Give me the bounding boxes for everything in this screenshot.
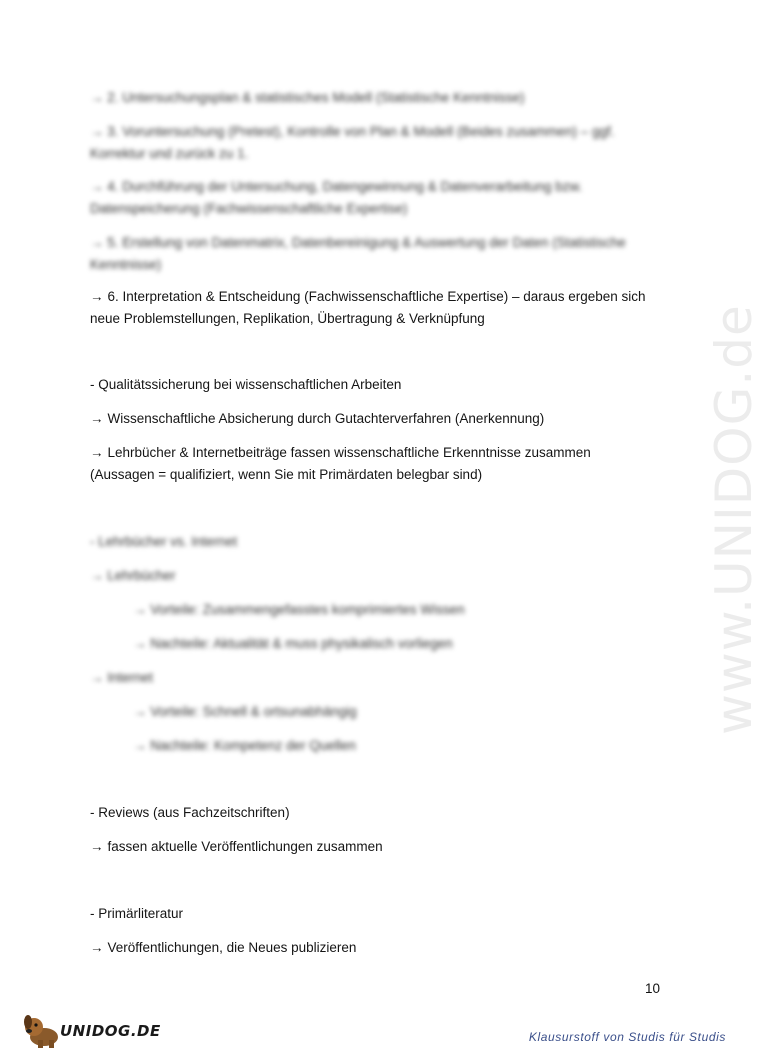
arrow-icon: → <box>90 839 104 854</box>
blurred-subitem: → Nachteile: Kompetenz der Quellen <box>133 738 356 753</box>
blurred-subitem: → Vorteile: Zusammengefasstes komprimiertes Wissen <box>133 602 465 617</box>
reviews-item <box>90 836 670 858</box>
qs-item-1-text: Wissenschaftliche Absicherung durch Gutachterverfahren (Anerkennung) <box>107 411 545 426</box>
arrow-icon: → <box>90 411 104 426</box>
arrow-icon: → <box>90 445 104 460</box>
step-6-line1 <box>90 286 670 308</box>
dog-icon <box>22 1010 62 1050</box>
primary-heading: - Primärliteratur <box>90 906 184 921</box>
blurred-step-5-line1: → 5. Erstellung von Datenmatrix, Datenbereinigung & Auswertung der Daten (Statistische <box>90 235 626 250</box>
footer-slogan: Klausurstoff von Studis für Studis <box>528 1030 726 1044</box>
qs-item-2-text: Lehrbücher & Internetbeiträge fassen wissenschaftliche Erkenntnisse zusammen <box>107 445 591 460</box>
reviews-item-text: fassen aktuelle Veröffentlichungen zusammen <box>107 839 383 854</box>
page-number: 10 <box>645 981 661 996</box>
blurred-step-5-line2: Kenntnisse) <box>90 257 162 272</box>
qs-item-2-line2: (Aussagen = qualifiziert, wenn Sie mit Primärdaten belegbar sind) <box>90 467 483 482</box>
blurred-item: → Internet <box>90 670 154 685</box>
blurred-step-3-line1: → 3. Voruntersuchung (Pretest), Kontrolle von Plan & Modell (Beides zusammen) – ggf. <box>90 124 615 139</box>
reviews-heading: - Reviews (aus Fachzeitschriften) <box>90 805 290 820</box>
blurred-heading: - Lehrbücher vs. Internet <box>90 534 238 549</box>
step-6-line2: neue Problemstellungen, Replikation, Übertragung & Verknüpfung <box>90 311 485 326</box>
step-6-text: 6. Interpretation & Entscheidung (Fachwissenschaftliche Expertise) – daraus ergeben sich <box>107 289 646 304</box>
qs-heading: - Qualitätssicherung bei wissenschaftlichen Arbeiten <box>90 377 402 392</box>
qs-item-1 <box>90 408 670 430</box>
qs-item-2-line1 <box>90 442 670 464</box>
arrow-icon: → <box>90 289 104 304</box>
primary-item <box>90 937 670 959</box>
arrow-icon: → <box>90 940 104 955</box>
primary-item-text: Veröffentlichungen, die Neues publizieren <box>107 940 357 955</box>
blurred-subitem: → Nachteile: Aktualität & muss physikalisch vorliegen <box>133 636 453 651</box>
blurred-step-3-line2: Korrektur und zurück zu 1. <box>90 146 249 161</box>
unidog-logo <box>22 1010 161 1050</box>
blurred-step-4-line1: → 4. Durchführung der Untersuchung, Datengewinnung & Datenverarbeitung bzw. <box>90 179 583 194</box>
brand-name: UNIDOG.DE <box>60 1022 161 1040</box>
blurred-subitem: → Vorteile: Schnell & ortsunabhängig <box>133 704 357 719</box>
watermark: www.UNIDOG.de <box>705 304 763 735</box>
blurred-step-4-line2: Datenspeicherung (Fachwissenschaftliche Expertise) <box>90 201 408 216</box>
blurred-step-2: → 2. Untersuchungsplan & statistisches Modell (Statistische Kenntnisse) <box>90 90 525 105</box>
blurred-item: → Lehrbücher <box>90 568 176 583</box>
